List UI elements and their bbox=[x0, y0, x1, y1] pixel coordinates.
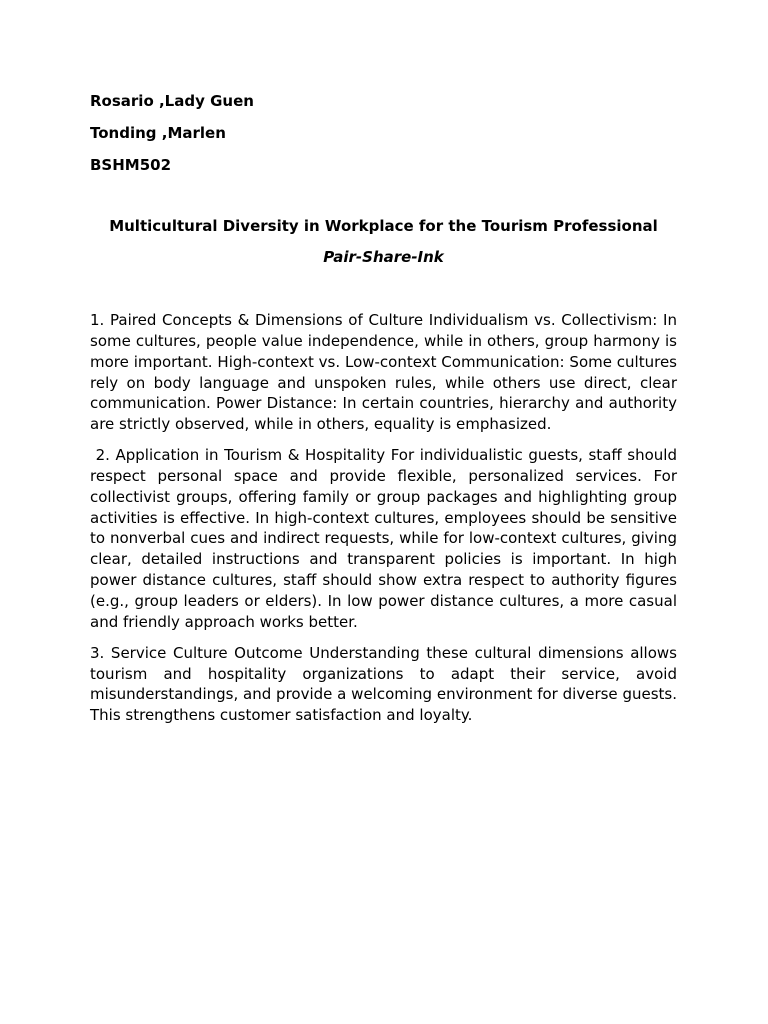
paragraph-application: 2. Application in Tourism & Hospitality For individualistic guests, staff should respect personal space and provide flexible, personalized services. For collectivist groups, offering family or group packages and highlighting group activities is effective. In high-context cultures, employees should be sensitive to nonverbal cues and indirect requests, while for low-context cultures, giving clear, detailed instructions and transparent policies is important. In high power distance cultures, staff should show extra respect to authority figures (e.g., group leaders or elders). In low power distance cultures, a more casual and friendly approach works better. bbox=[90, 446, 682, 631]
paragraph-cultural-dimensions: 1. Paired Concepts & Dimensions of Culture Individualism vs. Collectivism: In some cultures, people value independence, while in others, group harmony is more important. High-context vs. Low-context Communication: Some cultures rely on body language and unspoken rules, while others use direct, clear communication. Power Distance: In certain countries, hierarchy and authority are strictly observed, while in others, equality is emphasized. bbox=[90, 311, 682, 434]
document-title: Multicultural Diversity in Workplace for the Tourism Professional bbox=[109, 217, 658, 235]
paragraph-service-outcome: 3. Service Culture Outcome Understanding these cultural dimensions allows tourism and hospitality organizations to adapt their service, avoid misunderstandings, and provide a welcoming environment for diverse guests. This strengthens customer satisfaction and loyalty. bbox=[90, 643, 682, 725]
document-page bbox=[90, 91, 682, 725]
author-name-2: Tonding ,Marlen bbox=[90, 124, 226, 142]
document-body bbox=[90, 310, 682, 736]
section-code: BSHM502 bbox=[90, 156, 172, 174]
document-subtitle: Pair-Share-Ink bbox=[323, 248, 444, 266]
author-name-1: Rosario ,Lady Guen bbox=[90, 92, 254, 110]
